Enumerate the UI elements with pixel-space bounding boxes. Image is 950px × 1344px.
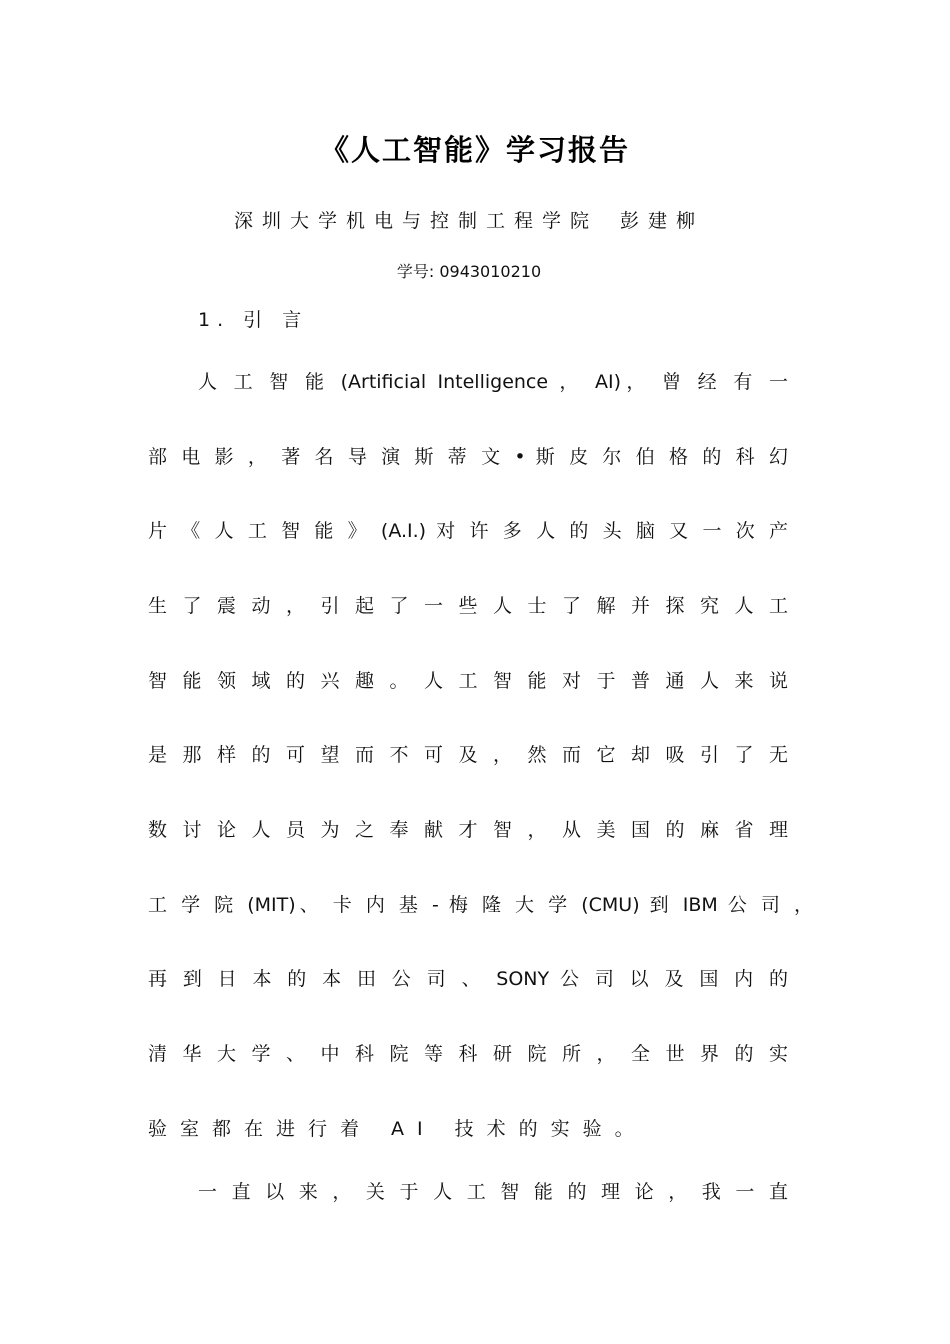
student-id: 学号: 0943010210 [396,262,542,281]
paragraph-line: 人 工 智 能 (Artificial Intelligence ， AI)， 曾 经 有 一 [198,371,788,393]
document-title: 《人工智能》学习报告 [319,133,630,167]
paragraph-line: 片 《 人 工 智 能 》 (A.I.) 对 许 多 人 的 头 脑 又 一 次 产 [148,520,788,542]
paragraph-line: 再 到 日 本 的 本 田 公 司 、 SONY 公 司 以 及 国 内 的 [148,968,788,990]
affiliation: 深圳大学机电与控制工程学院 [233,210,598,232]
author-name: 彭建柳 [620,210,705,232]
paragraph-line: 工 学 院 (MIT)、 卡 内 基 - 梅 隆 大 学 (CMU) 到 IBM 公 司 ， [148,894,813,916]
paragraph-line: 清 华 大 学 、 中 科 院 等 科 研 院 所 ， 全 世 界 的 实 [148,1043,788,1065]
paragraph-line: 是 那 样 的 可 望 而 不 可 及 ， 然 而 它 却 吸 引 了 无 [148,744,788,766]
paragraph-line: 部 电 影 ， 著 名 导 演 斯 蒂 文 • 斯 皮 尔 伯 格 的 科 幻 [148,446,788,468]
paragraph-line: 生 了 震 动 ， 引 起 了 一 些 人 士 了 解 并 探 究 人 工 [148,595,788,617]
paragraph-line: 智 能 领 域 的 兴 趣 。 人 工 智 能 对 于 普 通 人 来 说 [148,670,788,692]
author-line [0,206,938,233]
paragraph-line: 验室都在进行着 AI 技术的实验。 [148,1118,647,1140]
paragraph-line: 数 讨 论 人 员 为 之 奉 献 才 智 ， 从 美 国 的 麻 省 理 [148,819,788,841]
section-heading: 1. 引 言 [198,309,309,331]
paragraph-line: 一 直 以 来 ， 关 于 人 工 智 能 的 理 论 ， 我 一 直 [198,1181,788,1203]
